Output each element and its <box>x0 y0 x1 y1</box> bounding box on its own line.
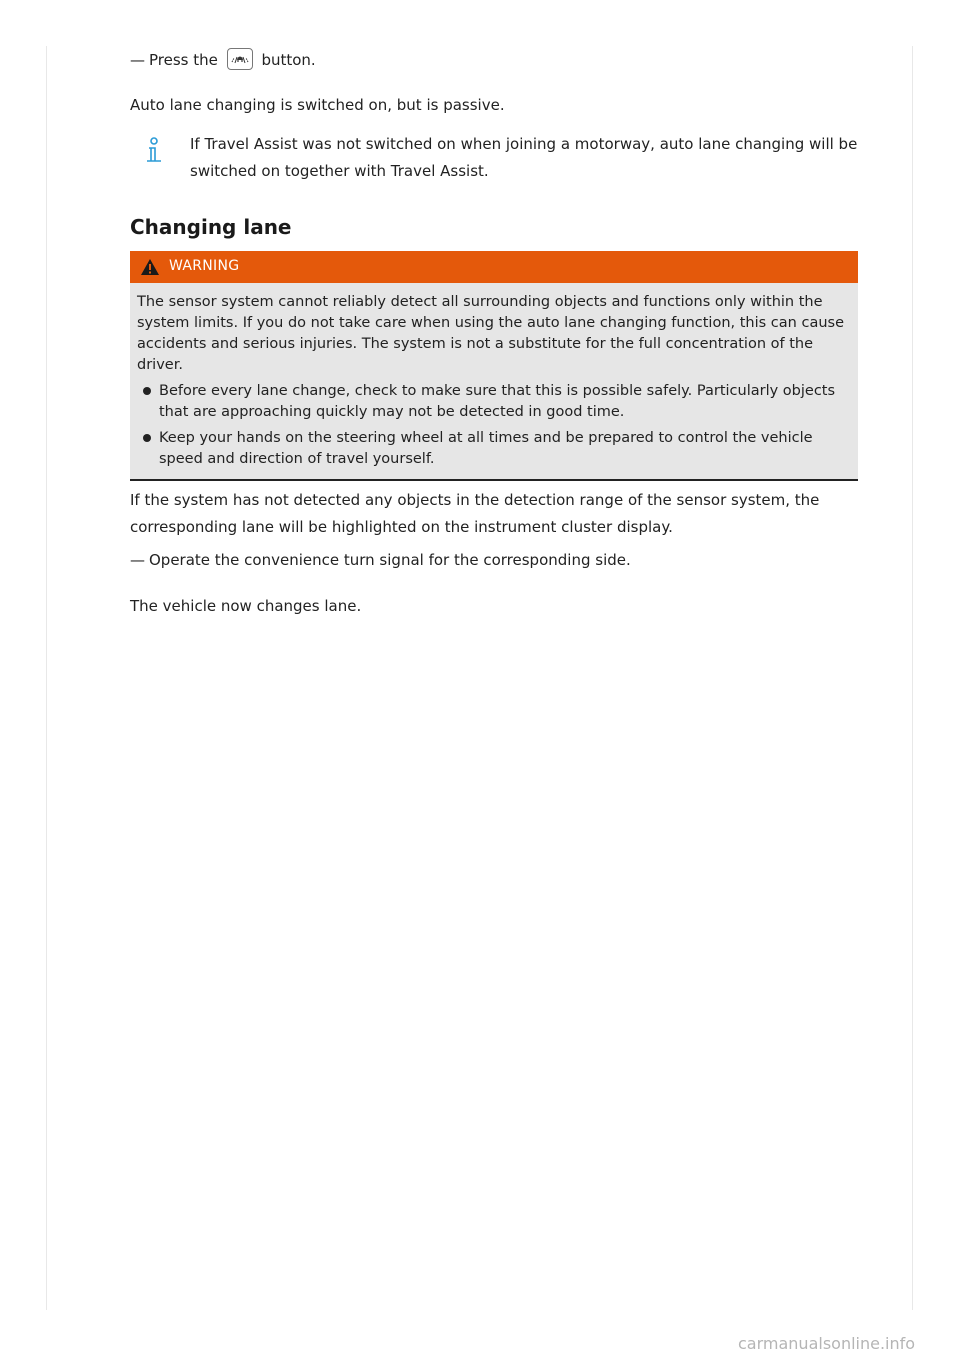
info-icon <box>144 137 164 169</box>
warning-body <box>137 292 853 470</box>
passive-paragraph: Auto lane changing is switched on, but is passive. <box>130 96 505 114</box>
step-text: Operate the convenience turn signal for the corresponding side. <box>149 551 631 569</box>
left-margin-rule <box>46 46 47 1310</box>
warning-body-text: The sensor system cannot reliably detect all surrounding objects and functions only within the system limits. If you do not take care when using the auto lane changing function, this can cause accidents and serious injuries. The system is not a substitute for the full concentration of the driver. <box>137 294 844 373</box>
watermark: carmanualsonline.info <box>738 1334 916 1353</box>
step-dash: — <box>130 551 145 569</box>
step-suffix: button. <box>261 51 316 69</box>
warning-triangle-icon <box>140 258 160 280</box>
step-prefix: Press the <box>149 51 218 69</box>
warning-bullet: Before every lane change, check to make sure that this is possible safely. Particularly objects that are approaching quickly may not be detected in good time. <box>137 381 853 423</box>
section-heading: Changing lane <box>130 215 292 239</box>
result-paragraph: The vehicle now changes lane. <box>130 597 362 615</box>
warning-box <box>130 251 858 481</box>
warning-title: WARNING <box>169 258 240 274</box>
lane-change-assist-icon <box>227 48 253 70</box>
step-dash: — <box>130 51 145 69</box>
detection-paragraph: If the system has not detected any objects in the detection range of the sensor system, the corresponding lane will be highlighted on the instrument cluster display. <box>130 491 820 536</box>
step-operate-signal <box>130 547 631 573</box>
step-press-button <box>130 47 316 73</box>
right-margin-rule <box>912 46 913 1310</box>
warning-header <box>130 251 858 283</box>
info-note-text: If Travel Assist was not switched on when joining a motorway, auto lane changing will be switched on together with Travel Assist. <box>190 135 858 180</box>
warning-bullet: Keep your hands on the steering wheel at all times and be prepared to control the vehicle speed and direction of travel yourself. <box>137 428 853 470</box>
